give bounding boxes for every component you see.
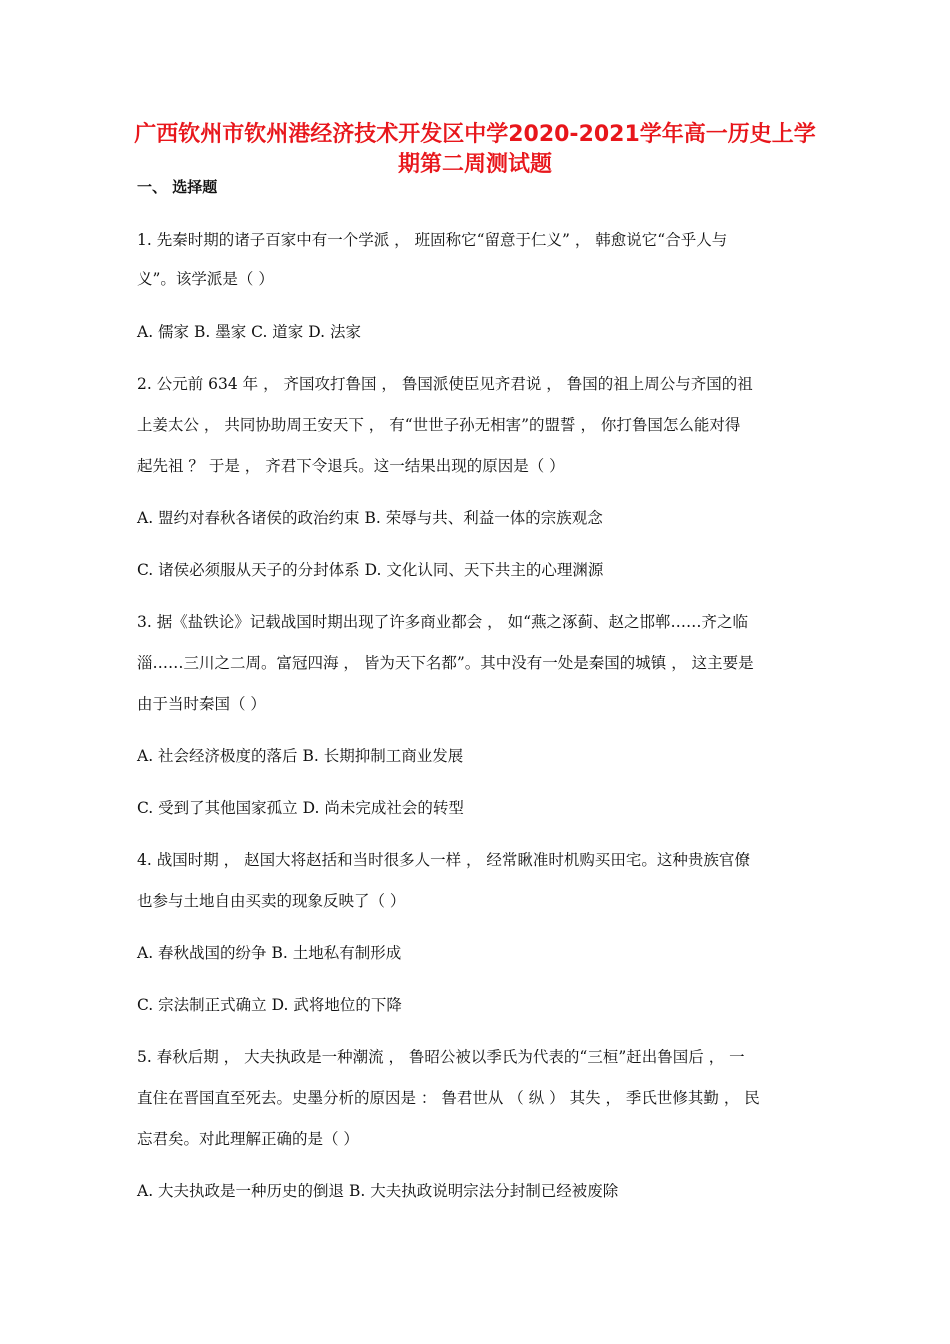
- question-1-options-line-1: A. 儒家 B. 墨家 C. 道家 D. 法家: [137, 323, 361, 341]
- question-5-stem-line-3: 忘君矣。对此理解正确的是（ ）: [137, 1130, 359, 1148]
- document-title: [120, 120, 830, 180]
- question-4-stem-line-2: 也参与土地自由买卖的现象反映了（ ）: [137, 892, 406, 910]
- question-2-stem-line-3: 起先祖 ？ 于是 ， 齐君下令退兵。这一结果出现的原因是（ ）: [137, 457, 565, 475]
- question-5-stem-line-1: 5. 春秋后期 ， 大夫执政是一种潮流 ， 鲁昭公被以季氏为代表的“三桓”赶出鲁国后 ， 一: [137, 1048, 745, 1066]
- question-3-stem-line-1: 3. 据《盐铁论》记载战国时期出现了许多商业都会 ， 如“燕之涿蓟、赵之邯郸……齐之临: [137, 613, 748, 631]
- question-2-options-line-1: A. 盟约对春秋各诸侯的政治约束 B. 荣辱与共、利益一体的宗族观念: [137, 509, 603, 527]
- question-3-options-line-2: C. 受到了其他国家孤立 D. 尚未完成社会的转型: [137, 799, 464, 817]
- question-4-stem-line-1: 4. 战国时期 ， 赵国大将赵括和当时很多人一样 ， 经常瞅准时机购买田宅。这种贵族官僚: [137, 851, 750, 869]
- question-4-options-line-1: A. 春秋战国的纷争 B. 土地私有制形成: [137, 944, 402, 962]
- question-3-stem-line-3: 由于当时秦国（ ）: [137, 695, 266, 713]
- section-heading: 一、 选择题: [137, 178, 218, 196]
- question-1-stem-line-1: 1. 先秦时期的诸子百家中有一个学派 ， 班固称它“留意于仁义” ， 韩愈说它“合乎人与: [137, 231, 728, 249]
- question-3-options-line-1: A. 社会经济极度的落后 B. 长期抑制工商业发展: [137, 747, 464, 765]
- question-4-options-line-2: C. 宗法制正式确立 D. 武将地位的下降: [137, 996, 402, 1014]
- question-5-stem-line-2: 直住在晋国直至死去。史墨分析的原因是 ： 鲁君世从 （ 纵 ） 其失 ， 季氏世修其勤 ， 民: [137, 1089, 760, 1107]
- title-line-1: 广西钦州市钦州港经济技术开发区中学2020-2021学年高一历史上学: [134, 122, 816, 147]
- question-3-stem-line-2: 淄……三川之二周。富冠四海 ， 皆为天下名都”。其中没有一处是秦国的城镇 ， 这主要是: [137, 654, 754, 672]
- question-5-options-line-1: A. 大夫执政是一种历史的倒退 B. 大夫执政说明宗法分封制已经被废除: [137, 1182, 619, 1200]
- question-2-stem-line-1: 2. 公元前 634 年 ， 齐国攻打鲁国 ， 鲁国派使臣见齐君说 ， 鲁国的祖上周公与齐国的祖: [137, 375, 753, 393]
- question-2-options-line-2: C. 诸侯必须服从天子的分封体系 D. 文化认同、天下共主的心理渊源: [137, 561, 604, 579]
- question-2-stem-line-2: 上姜太公 ， 共同协助周王安天下 ， 有“世世子孙无相害”的盟誓 ， 你打鲁国怎么能对得: [137, 416, 741, 434]
- question-1-stem-line-2: 义”。该学派是（ ）: [137, 270, 274, 288]
- title-line-2: 期第二周测试题: [397, 152, 552, 177]
